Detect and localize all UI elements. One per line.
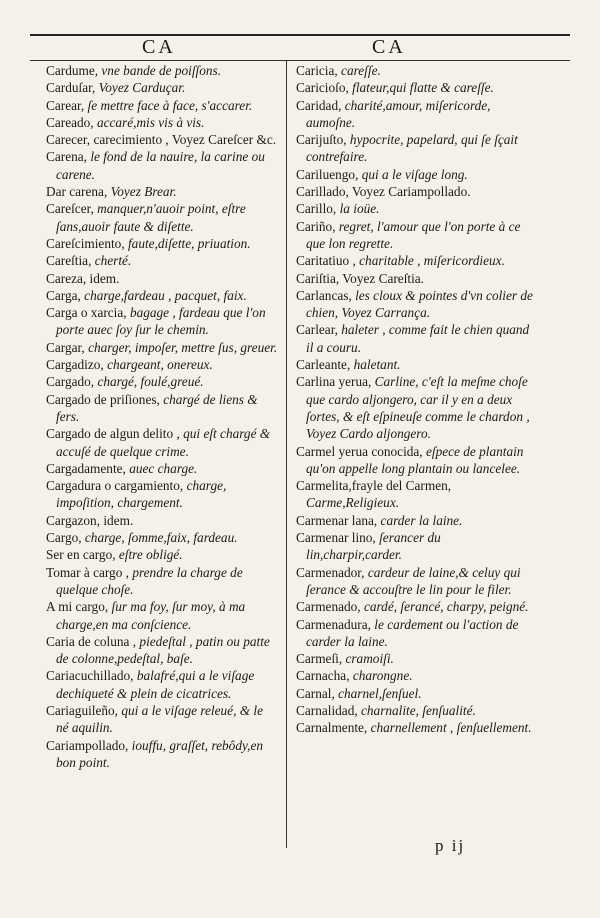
entry-definition: cardé, ſerancé, charpy, peigné.	[363, 599, 529, 615]
dictionary-entry	[46, 339, 278, 356]
dictionary-entry	[46, 79, 278, 96]
entry-definition: Voyez Carduçar.	[98, 80, 186, 96]
entry-headword: Tomar à cargo ,	[46, 564, 133, 580]
entry-headword: Cargado de priſiones,	[46, 391, 164, 407]
entry-headword: Carillo,	[296, 201, 340, 217]
entry-definition: cherté.	[94, 253, 132, 269]
entry-definition: haletant.	[353, 357, 401, 373]
entry-headword: Carmenado,	[296, 599, 364, 615]
entry-definition: Voyez Brear.	[110, 184, 177, 200]
entry-definition: ſe mettre face à face, s'accarer.	[87, 97, 253, 113]
dictionary-entry	[296, 719, 534, 736]
entry-definition: charnellement , ſenſuellement.	[370, 720, 532, 736]
entry-definition: charge, impoſition, chargement.	[56, 478, 227, 511]
entry-headword: Cariluengo,	[296, 166, 362, 182]
entry-headword: Cariampollado,	[46, 737, 132, 753]
dictionary-entry	[46, 97, 278, 114]
running-head-right: CA	[372, 36, 406, 58]
entry-headword: Carmenar lana,	[296, 512, 381, 528]
dictionary-entry	[296, 598, 534, 615]
dictionary-entry	[46, 477, 278, 512]
dictionary-entry	[296, 512, 534, 529]
entry-headword: Caria de coluna ,	[46, 633, 140, 649]
entry-definition: careſſe.	[341, 63, 381, 78]
entry-headword: A mi cargo,	[46, 599, 112, 615]
dictionary-entry	[296, 200, 534, 217]
entry-definition: auec charge.	[129, 460, 198, 476]
entry-headword: Cargo,	[46, 530, 85, 546]
dictionary-entry	[296, 97, 534, 132]
entry-headword: Careſcimiento,	[46, 235, 128, 251]
entry-definition: prendre la charge de quelque choſe.	[56, 564, 243, 597]
dictionary-entry	[296, 667, 534, 684]
dictionary-entry	[296, 564, 534, 599]
entry-definition: carder la laine.	[380, 512, 463, 528]
entry-definition: cardeur de laine,& celuy qui ſerance & accouſtre le lin pour le filer.	[306, 564, 521, 597]
dictionary-entry	[296, 270, 534, 287]
entry-headword: Carlancas,	[296, 287, 356, 303]
entry-headword: Cariacuchillado,	[46, 668, 137, 684]
signature-mark: p ij	[435, 836, 466, 855]
entry-headword: Careſcer,	[46, 201, 98, 217]
dictionary-entry	[296, 529, 534, 564]
header-underline	[30, 60, 570, 61]
entry-definition: qui eſt chargé & accuſé de quelque crime.	[56, 426, 271, 459]
dictionary-entry	[46, 235, 278, 252]
entry-headword: Cargadizo,	[46, 357, 108, 373]
dictionary-entry	[46, 304, 278, 339]
entry-definition: la ioüe.	[339, 201, 380, 217]
entry-headword: Carga o xarcia,	[46, 305, 130, 321]
entry-headword: Careza, idem.	[46, 270, 120, 286]
entry-headword: Cariſtia, Voyez Careſtia.	[296, 270, 425, 286]
right-column	[296, 62, 534, 737]
header-rule	[30, 34, 570, 36]
dictionary-entry	[296, 62, 534, 79]
entry-headword: Carmenador,	[296, 564, 368, 580]
entry-definition: le cardement ou l'action de carder la laine.	[306, 616, 519, 649]
dictionary-entry	[46, 183, 278, 200]
entry-headword: Carmeſi,	[296, 651, 346, 667]
dictionary-entry	[46, 114, 278, 131]
dictionary-entry	[46, 391, 278, 426]
entry-headword: Carillado, Voyez Cariampollado.	[296, 184, 471, 200]
dictionary-entry	[46, 356, 278, 373]
entry-definition: regret, l'amour que l'on porte à ce que lon regrette.	[306, 218, 521, 251]
entry-definition: Carme,Religieux.	[306, 495, 400, 511]
entry-definition: ſerancer du lin,charpir,carder.	[306, 530, 441, 563]
entry-definition: les cloux & pointes d'vn colier de chien, Voyez Carrança.	[306, 287, 533, 321]
entry-definition: charnel,ſenſuel.	[338, 685, 422, 701]
entry-definition: qui a le viſage long.	[361, 166, 468, 182]
dictionary-entry	[296, 616, 534, 651]
column-divider	[286, 60, 287, 848]
entry-headword: Caricia,	[296, 63, 342, 78]
dictionary-entry	[296, 685, 534, 702]
entry-definition: charnalite, ſenſualité.	[361, 702, 476, 718]
dictionary-entry	[46, 737, 278, 772]
entry-headword: Carnacha,	[296, 668, 353, 684]
entry-definition: le fond de la nauire, la carine ou carene.	[56, 149, 265, 182]
entry-definition: iouffu, graſſet, rebôdy,en bon point.	[56, 737, 264, 770]
dictionary-entry	[296, 702, 534, 719]
entry-definition: chargé, foulé,greué.	[97, 374, 204, 390]
dictionary-entry	[46, 252, 278, 269]
dictionary-entry	[296, 356, 534, 373]
dictionary-entry	[46, 667, 278, 702]
entry-headword: Caridad,	[296, 97, 345, 113]
entry-headword: Cargazon, idem.	[46, 512, 134, 528]
entry-headword: Cariaguileño,	[46, 702, 122, 718]
entry-definition: accaré,mis vis à vis.	[96, 114, 205, 130]
dictionary-entry	[296, 252, 534, 269]
entry-headword: Carmel yerua conocida,	[296, 443, 426, 459]
entry-definition: charitable , miſericordieux.	[359, 253, 505, 269]
dictionary-entry	[46, 287, 278, 304]
entry-definition: charge,fardeau , pacquet, faix.	[84, 287, 247, 303]
entry-definition: charité,amour, miſericorde, aumoſne.	[306, 97, 491, 130]
entry-headword: Cardume,	[46, 63, 102, 78]
entry-headword: Carijuſto,	[296, 132, 350, 148]
dictionary-entry	[46, 148, 278, 183]
entry-headword: Cargadura o cargamiento,	[46, 478, 187, 494]
entry-headword: Cargar,	[46, 339, 89, 355]
dictionary-entry	[296, 321, 534, 356]
entry-definition: chargeant, onereux.	[107, 357, 213, 373]
dictionary-entry	[46, 529, 278, 546]
entry-definition: flateur,qui flatte & careſſe.	[352, 80, 494, 96]
dictionary-entry	[296, 218, 534, 253]
entry-headword: Carlear,	[296, 322, 342, 338]
dictionary-entry	[296, 650, 534, 667]
entry-headword: Carnalmente,	[296, 720, 371, 736]
entry-definition: qui a le viſage releué, & le né aquilin.	[56, 702, 263, 736]
entry-headword: Careſtia,	[46, 253, 95, 269]
entry-definition: haleter , comme fait le chien quand il a couru.	[306, 322, 530, 355]
dictionary-entry	[296, 373, 534, 442]
entry-definition: cramoiſi.	[345, 651, 394, 667]
running-head-left: CA	[142, 36, 176, 58]
entry-headword: Carmenar lino,	[296, 530, 380, 546]
entry-headword: Carduſar,	[46, 80, 99, 96]
dictionary-entry	[296, 131, 534, 166]
entry-headword: Carear,	[46, 97, 88, 113]
entry-headword: Caricioſo,	[296, 80, 353, 96]
entry-definition: piedeſtal , patin ou patte de colonne,pedeſtal, baſe.	[56, 633, 270, 667]
dictionary-entry	[296, 166, 534, 183]
dictionary-entry	[46, 373, 278, 390]
entry-definition: faute,diſette, priuation.	[127, 235, 251, 251]
dictionary-entry	[46, 512, 278, 529]
entry-definition: charongne.	[352, 668, 413, 684]
entry-headword: Dar carena,	[46, 184, 111, 200]
dictionary-entry	[46, 270, 278, 287]
dictionary-entry	[46, 633, 278, 668]
entry-headword: Caritatiuo ,	[296, 253, 360, 269]
entry-definition: bagage , fardeau que l'on porte auec ſoy ſur le chemin.	[56, 305, 266, 338]
dictionary-entry	[46, 131, 278, 148]
dictionary-entry	[296, 287, 534, 322]
entry-definition: chargé de liens & fers.	[56, 391, 258, 424]
entry-headword: Ser en cargo,	[46, 547, 119, 563]
entry-headword: Careado,	[46, 114, 97, 130]
entry-headword: Carnalidad,	[296, 702, 361, 718]
dictionary-entry	[46, 200, 278, 235]
dictionary-entry	[46, 460, 278, 477]
entry-headword: Carleante,	[296, 357, 354, 373]
dictionary-entry	[46, 598, 278, 633]
entry-headword: Carena,	[46, 149, 91, 165]
entry-definition: balafré,qui a le viſage dechiqueté & plein de cicatrices.	[56, 668, 255, 701]
entry-definition: charge, ſomme,faix, fardeau.	[84, 530, 238, 546]
entry-headword: Carmenadura,	[296, 616, 375, 632]
entry-definition: eſpece de plantain qu'on appelle long plantain ou lancelee.	[306, 443, 524, 476]
entry-definition: eſtre obligé.	[118, 547, 183, 563]
dictionary-entry	[46, 702, 278, 737]
entry-headword: Cargado de algun delito ,	[46, 426, 184, 442]
dictionary-entry	[296, 183, 534, 200]
entry-headword: Cariño,	[296, 218, 339, 234]
entry-headword: Carmelita,frayle del Carmen,	[296, 478, 452, 494]
entry-definition: Carline, c'eſt la meſme choſe que cardo aljongero, car il y en a deux ſortes, & eſt eſpineuſe comme le chardon , Voyez Cardo aljongero.	[306, 374, 530, 442]
dictionary-entry	[46, 62, 278, 79]
entry-definition: charger, impoſer, mettre ſus, greuer.	[88, 339, 278, 355]
dictionary-entry	[296, 477, 534, 512]
left-column	[46, 62, 278, 771]
entry-definition: hypocrite, papelard, qui ſe ſçait contrefaire.	[306, 132, 518, 165]
entry-definition: manquer,n'auoir point, eſtre ſans,auoir faute & diſette.	[56, 201, 246, 234]
entry-headword: Carlina yerua,	[296, 374, 375, 390]
entry-headword: Cargado,	[46, 374, 98, 390]
dictionary-entry	[46, 564, 278, 599]
dictionary-entry	[46, 425, 278, 460]
entry-definition: ſur ma foy, ſur moy, à ma charge,en ma conſcience.	[56, 599, 246, 632]
entry-definition: vne bande de poiſſons.	[101, 63, 222, 78]
entry-headword: Carecer, carecimiento , Voyez Careſcer &c.	[46, 132, 277, 148]
entry-headword: Cargadamente,	[46, 460, 130, 476]
dictionary-entry	[296, 79, 534, 96]
dictionary-entry	[296, 443, 534, 478]
dictionary-entry	[46, 546, 278, 563]
entry-headword: Carga,	[46, 287, 85, 303]
entry-headword: Carnal,	[296, 685, 339, 701]
